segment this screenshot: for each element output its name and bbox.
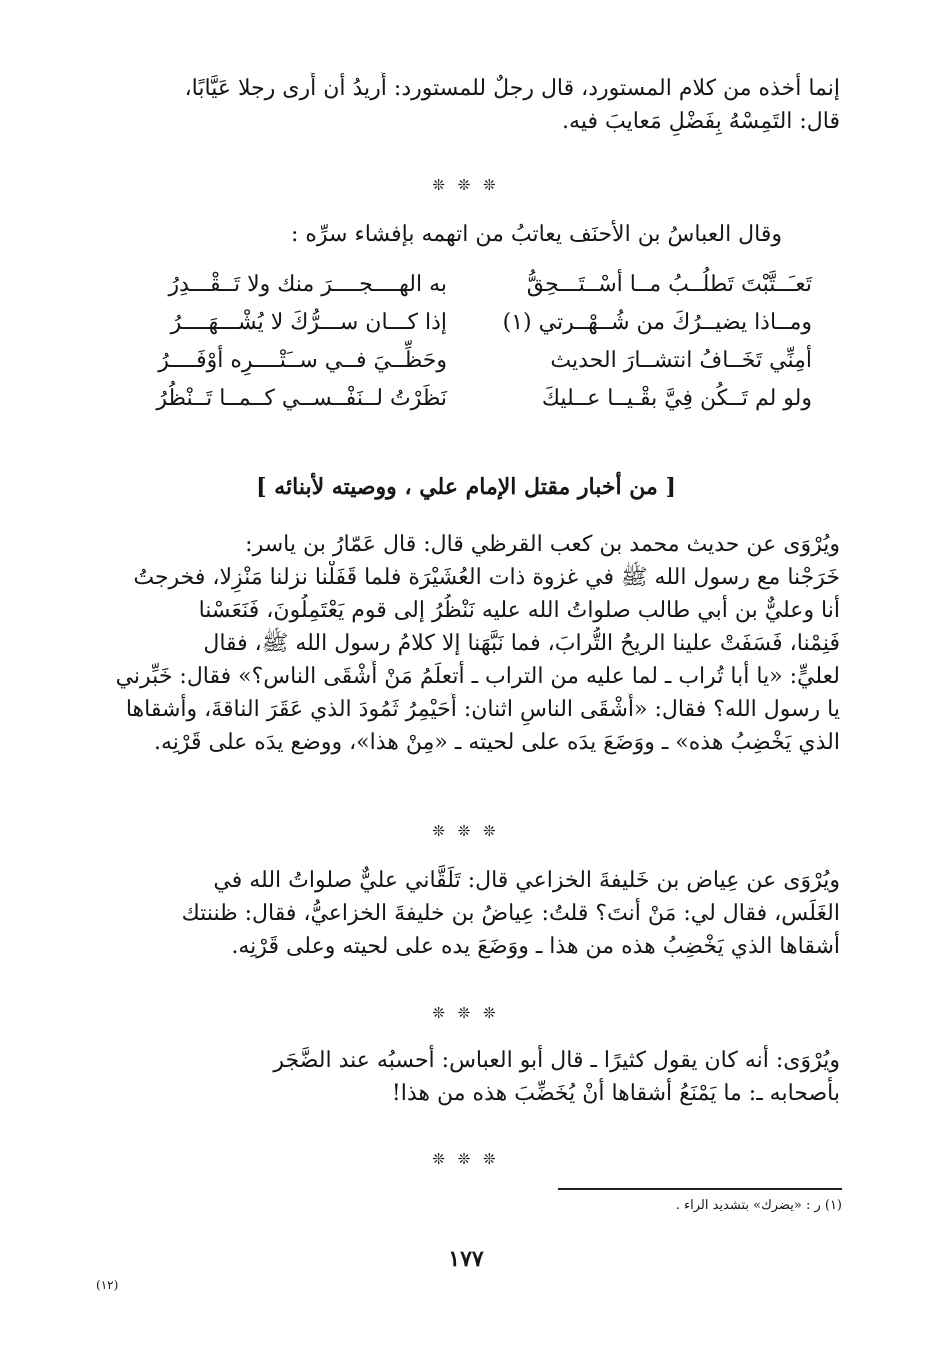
section-separator: ❊ ❊ ❊ (432, 822, 500, 840)
text-line: لعليٍّ: «يا أبا تُراب ـ لما عليه من التراب ـ أتعلَمُ مَنْ أَشْقَى الناس؟» فقال: خَبِّرني (115, 664, 840, 689)
verse-second-hemistich: إذا كـــان ســـرُّكَ لا يُشْـــهَــــرُ (170, 310, 447, 335)
section-separator: ❊ ❊ ❊ (432, 176, 500, 194)
text-line: الغَلَس، فقال لي: مَنْ أنتَ؟ قلتُ: عِياضُ بن خليفةَ الخزاعيُّ، فقال: ظننتك (181, 901, 840, 926)
text-line: ويُرْوَى عن حديث محمد بن كعب القرظي قال: قال عَمّارُ بن ياسر: (245, 532, 840, 557)
verse-first-hemistich: تَعـَــتَّبْتَ تَطلُــبُ مــا أسْــتَـــحِقُّ (526, 272, 812, 297)
verse-first-hemistich: أمِنِّي تَخَــافُ انتشــارَ الحديث (550, 348, 812, 373)
paragraph-kathir (88, 1044, 840, 1110)
text-line: بأصحابه ـ: ما يَمْنَعُ أشقاها أنْ يُخَضِّبَ هذه من هذا! (391, 1081, 840, 1106)
verse-second-hemistich: وحَظِّــيَ فــي ســَتْــــرِه أوْفَــــرُ (158, 348, 447, 373)
page-number: ١٧٧ (448, 1246, 484, 1272)
verse-second-hemistich: به الهــــجــــرَ منك ولا تَــقْـــدِرُ (168, 272, 447, 297)
text-line: ويُرْوَى: أنه كان يقول كثيرًا ـ قال أبو العباس: أحسبُه عند الضَّجَر (273, 1048, 840, 1073)
signature-mark: (١٢) (96, 1278, 119, 1292)
text-line: أنا وعليٌّ بن أبي طالب صلواتُ الله عليه نَنْظُرُ إلى قوم يَعْتَمِلُونَ، فَنَعَسْنا (198, 598, 840, 623)
text-line: يا رسول الله؟ فقال: «أَشْقَى الناسِ اثنان: أُحَيْمِرُ ثَمُودَ الذي عَقَرَ الناقةَ، وأشقاها (125, 697, 840, 722)
section-separator: ❊ ❊ ❊ (432, 1150, 500, 1168)
paragraph-ayyad (88, 864, 840, 963)
section-separator: ❊ ❊ ❊ (432, 1004, 500, 1022)
verse-second-hemistich: نَظَرْتُ لــنَفْــســي كــمــا تَــنْظُرُ (156, 386, 447, 411)
verse-first-hemistich: ومــاذا يضيــرُكَ من شُــهْــرتي (١) (502, 310, 812, 335)
text-line: ويُرْوَى عن عِياض بن خَليفةَ الخزاعي قال: تَلَقَّاني عليٌّ صلواتُ الله في (213, 868, 840, 893)
text-line: أشقاها الذي يَخْضِبُ هذه من هذا ـ ووَضَعَ يده على لحيته وعلى قَرْنِه. (231, 934, 840, 959)
text-line: فَنِمْنا، فَسَفَتْ علينا الريحُ التُّرابَ، فما نَبَّهَنا إلا كلامُ رسول الله ﷺ، فقال (203, 631, 840, 656)
text-line: وقال العباسُ بن الأحنَف يعاتبُ من اتهمه بإفشاء سرِّه : (290, 222, 782, 247)
section-heading: [ من أخبار مقتل الإمام علي ، ووصيته لأبنائه ] (256, 474, 676, 500)
paragraph-mustawrad (88, 72, 840, 138)
abbas-intro (122, 218, 782, 251)
text-line: إنما أخذه من كلام المستورد، قال رجلٌ للمستورد: أُريدُ أن أَرى رجلا عَيَّابًا، (184, 76, 840, 101)
text-line: الذي يَخْضِبُ هذه» ـ ووَضَعَ يدَه على لحيته ـ «مِنْ هذا»، ووضع يدَه على قَرْنِه. (153, 730, 840, 755)
footnote: (١) ر : «يضرك» بتشديد الراء . (675, 1198, 842, 1213)
verse-first-hemistich: ولو لم تَــكُن فِيَّ بقْـيــا عــليكَ (541, 386, 812, 411)
text-line: قال: التَمِسْهُ بِفَضْلِ مَعايبَ فيه. (562, 109, 840, 134)
footnote-divider (558, 1188, 842, 1190)
paragraph-ammar (88, 528, 840, 759)
text-line: خَرَجْنا مع رسول الله ﷺ في غزوة ذات العُشَيْرَة فلما قَفَلْنا نزلنا مَنْزِلا، فخرجتُ (133, 565, 840, 590)
